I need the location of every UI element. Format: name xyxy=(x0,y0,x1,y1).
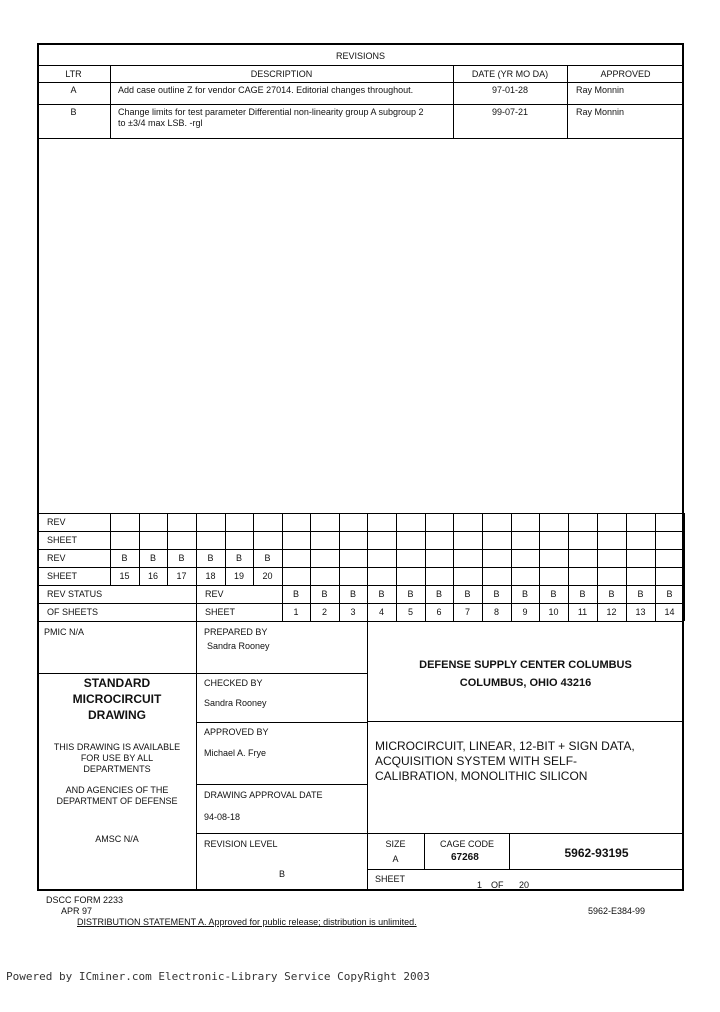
revision-level-label: REVISION LEVEL xyxy=(204,839,278,849)
amsc: AMSC N/A xyxy=(95,834,139,844)
upper-sheet-cell: 19 xyxy=(233,571,244,581)
drawing-number: 5962-93195 xyxy=(564,846,629,860)
approval-date-value: 94-08-18 xyxy=(204,812,241,822)
upper-rev-cell: B xyxy=(264,553,271,563)
status-rev-cell: B xyxy=(666,589,673,599)
sheet-total: 20 xyxy=(519,880,530,890)
status-sheet-cell: 2 xyxy=(321,607,327,617)
status-rev-cell: B xyxy=(637,589,644,599)
status-rev-cell: B xyxy=(435,589,442,599)
prepared-by-label: PREPARED BY xyxy=(204,627,268,637)
upper-sheet-cell: 16 xyxy=(147,571,158,581)
prepared-by-name: Sandra Rooney xyxy=(207,641,270,651)
upper-rev-cell: B xyxy=(235,553,242,563)
checked-by-label: CHECKED BY xyxy=(204,678,263,688)
status-sheet-cell: 5 xyxy=(407,607,413,617)
approved-by-label: APPROVED BY xyxy=(204,727,269,737)
status-sheet-cell: 11 xyxy=(577,607,588,617)
status-sheet-cell: 12 xyxy=(606,607,617,617)
agency-line2: COLUMBUS, OHIO 43216 xyxy=(459,677,592,689)
header-description: DESCRIPTION xyxy=(250,69,313,79)
upper-rev2-label: REV xyxy=(47,553,66,563)
status-sheet-cell: 4 xyxy=(378,607,384,617)
status-sheet-cell: 3 xyxy=(350,607,356,617)
agency-line1: DEFENSE SUPPLY CENTER COLUMBUS xyxy=(419,659,632,671)
upper-sheet-label: SHEET xyxy=(47,535,78,545)
form-number: DSCC FORM 2233 xyxy=(46,895,124,905)
cage-code-value: 67268 xyxy=(451,852,479,863)
rev-a-approved: Ray Monnin xyxy=(576,85,625,95)
status-sheet-cell: 8 xyxy=(493,607,499,617)
status-sheet-cell: 9 xyxy=(522,607,528,617)
sheet-of: OF xyxy=(491,880,504,890)
doc-code: 5962-E384-99 xyxy=(588,906,646,916)
upper-sheet-cell: 15 xyxy=(119,571,130,581)
status-sheet-cell: 14 xyxy=(664,607,675,617)
rev-status-rev-label: REV xyxy=(205,589,224,599)
header-approved: APPROVED xyxy=(600,69,651,79)
size-label: SIZE xyxy=(385,839,406,849)
upper-rev-cell: B xyxy=(149,553,156,563)
header-ltr: LTR xyxy=(65,69,82,79)
agencies-line2: DEPARTMENT OF DEFENSE xyxy=(56,796,178,806)
status-rev-cell: B xyxy=(608,589,615,599)
sheet-label: SHEET xyxy=(375,874,406,884)
distribution-statement: DISTRIBUTION STATEMENT A. Approved for public release; distribution is unlimited. xyxy=(77,917,417,927)
status-rev-cell: B xyxy=(349,589,356,599)
approved-by-name: Michael A. Frye xyxy=(204,748,267,758)
status-sheet-cell: 7 xyxy=(464,607,470,617)
standard-line3: DRAWING xyxy=(88,708,146,722)
upper-rev-label: REV xyxy=(47,517,66,527)
status-sheet-cell: 1 xyxy=(293,607,299,617)
availability-line2: FOR USE BY ALL xyxy=(80,753,154,763)
agencies-line1: AND AGENCIES OF THE xyxy=(65,785,169,795)
status-sheet-cell: 6 xyxy=(436,607,442,617)
of-sheets-label: OF SHEETS xyxy=(47,607,99,617)
revision-level-value: B xyxy=(278,869,285,879)
status-rev-cell: B xyxy=(579,589,586,599)
status-rev-cell: B xyxy=(321,589,328,599)
header-date: DATE (YR MO DA) xyxy=(471,69,549,79)
availability-line3: DEPARTMENTS xyxy=(83,764,151,774)
checked-by-name: Sandra Rooney xyxy=(204,698,267,708)
upper-sheet-cell: 20 xyxy=(262,571,273,581)
cage-code-label: CAGE CODE xyxy=(440,839,495,849)
sheet-current: 1 xyxy=(477,880,483,890)
status-sheet-cell: 13 xyxy=(635,607,646,617)
rev-b-description-line2: to ±3/4 max LSB. -rgl xyxy=(118,118,203,128)
status-rev-cell: B xyxy=(464,589,471,599)
drawing-title-line3: CALIBRATION, MONOLITHIC SILICON xyxy=(375,769,588,783)
status-rev-cell: B xyxy=(378,589,385,599)
rev-a-description: Add case outline Z for vendor CAGE 27014. Editorial changes throughout. xyxy=(118,85,414,95)
upper-sheet2-label: SHEET xyxy=(47,571,78,581)
drawing-title-line2: ACQUISITION SYSTEM WITH SELF- xyxy=(375,754,578,768)
status-rev-cell: B xyxy=(292,589,299,599)
approval-date-label: DRAWING APPROVAL DATE xyxy=(204,790,323,800)
revisions-title: REVISIONS xyxy=(335,51,385,61)
upper-rev-cell: B xyxy=(207,553,214,563)
upper-sheet-cell: 18 xyxy=(205,571,216,581)
rev-b-ltr: B xyxy=(70,107,77,117)
status-rev-cell: B xyxy=(550,589,557,599)
standard-line2: MICROCIRCUIT xyxy=(72,692,162,706)
upper-sheet-cell: 17 xyxy=(176,571,187,581)
form-date: APR 97 xyxy=(61,906,93,916)
rev-a-ltr: A xyxy=(70,85,77,95)
size-value: A xyxy=(392,854,399,864)
status-rev-cell: B xyxy=(493,589,500,599)
upper-rev-cell: B xyxy=(178,553,185,563)
rev-b-description-line1: Change limits for test parameter Differential non-linearity group A subgroup 2 xyxy=(118,107,424,117)
standard-line1: STANDARD xyxy=(83,676,151,690)
pmic: PMIC N/A xyxy=(44,627,85,637)
rev-status-label: REV STATUS xyxy=(47,589,103,599)
rev-b-date: 99-07-21 xyxy=(491,107,529,117)
footer-copyright: Powered by ICminer.com Electronic-Library Service CopyRight 2003 xyxy=(6,970,430,983)
status-sheet-cell: 10 xyxy=(548,607,559,617)
status-rev-cell: B xyxy=(521,589,528,599)
status-rev-cell: B xyxy=(407,589,414,599)
rev-a-date: 97-01-28 xyxy=(491,85,529,95)
drawing-title-line1: MICROCIRCUIT, LINEAR, 12-BIT + SIGN DATA, xyxy=(375,739,635,753)
availability-line1: THIS DRAWING IS AVAILABLE xyxy=(53,742,181,752)
rev-b-approved: Ray Monnin xyxy=(576,107,625,117)
upper-rev-cell: B xyxy=(121,553,128,563)
rev-status-sheet-label: SHEET xyxy=(205,607,236,617)
